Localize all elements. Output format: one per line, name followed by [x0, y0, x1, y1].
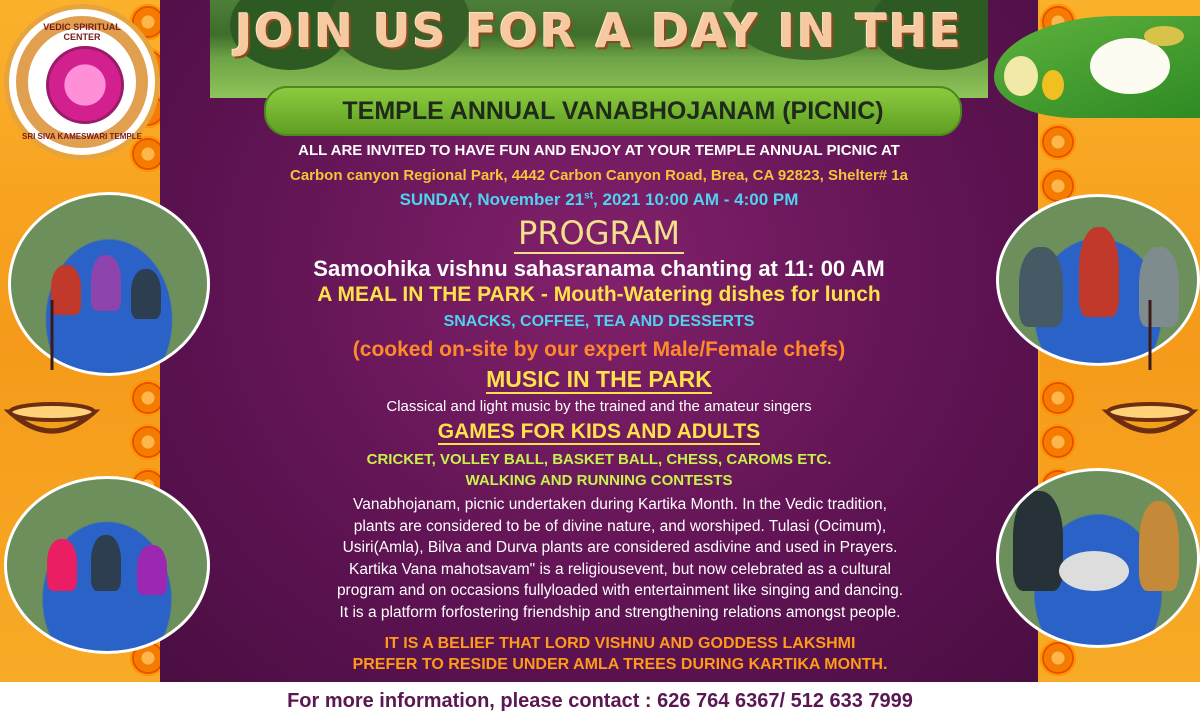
- about-line: It is a platform forfostering friendship and strengthening relations amongst people.: [339, 603, 901, 621]
- about-paragraph: [200, 494, 1040, 623]
- belief-line: PREFER TO RESIDE UNDER AMLA TREES DURING KARTIKA MONTH.: [352, 656, 888, 673]
- meal-line: A MEAL IN THE PARK - Mouth-Watering dishes for lunch: [317, 283, 881, 306]
- belief-line: IT IS A BELIEF THAT LORD VISHNU AND GODDESS LAKSHMI: [384, 635, 856, 652]
- venue-address: Carbon canyon Regional Park, 4442 Carbon Canyon Road, Brea, CA 92823, Shelter# 1a: [290, 167, 908, 184]
- right-oil-lamp-icon: [1100, 300, 1200, 450]
- games-heading-text: GAMES FOR KIDS AND ADULTS: [437, 420, 761, 443]
- snacks-line: SNACKS, COFFEE, TEA AND DESSERTS: [443, 313, 755, 330]
- invite-line: ALL ARE INVITED TO HAVE FUN AND ENJOY AT YOUR TEMPLE ANNUAL PICNIC AT: [298, 142, 900, 159]
- about-line: Vanabhojanam, picnic undertaken during Kartika Month. In the Vedic tradition,: [353, 496, 887, 513]
- about-line: program and on occasions fullyloaded with entertainment like singing and dancing.: [336, 582, 904, 599]
- om-symbol-icon: [46, 46, 124, 124]
- headline: JOIN US FOR A DAY IN THE: [235, 4, 963, 58]
- games-heading: [160, 420, 1038, 444]
- music-description: Classical and light music by the trained and the amateur singers: [386, 398, 812, 415]
- about-line: plants are considered to be of divine nature, and worshiped. Tulasi (Ocimum),: [353, 517, 887, 535]
- date-text: SUNDAY, November 21: [399, 190, 585, 209]
- time-text: , 2021 10:00 AM - 4:00 PM: [593, 190, 799, 209]
- chefs-line: (cooked on-site by our expert Male/Female chefs): [352, 338, 846, 361]
- date-suffix: st: [584, 190, 594, 202]
- chanting-line: Samoohika vishnu sahasranama chanting at 11: 00 AM: [313, 256, 885, 281]
- photo-picnic-group-left-bottom: [4, 476, 210, 654]
- belief-statement: [200, 633, 1040, 675]
- about-line: Usiri(Amla), Bilva and Durva plants are considered asdivine and used in Prayers.: [342, 539, 898, 556]
- event-date-time: [160, 190, 1038, 210]
- games-list: CRICKET, VOLLEY BALL, BASKET BALL, CHESS, CAROMS ETC.: [366, 451, 832, 468]
- contests-line: WALKING AND RUNNING CONTESTS: [465, 472, 733, 489]
- program-heading-text: PROGRAM: [514, 214, 684, 254]
- logo-text-top: VEDIC SPIRITUAL CENTER: [43, 22, 121, 42]
- music-heading-text: MUSIC IN THE PARK: [486, 366, 712, 392]
- contact-footer: For more information, please contact : 626 764 6367/ 512 633 7999: [0, 682, 1200, 720]
- logo-text-bottom: SRI SIVA KAMESWARI TEMPLE: [21, 132, 142, 141]
- program-heading: [160, 214, 1038, 252]
- left-oil-lamp-icon: [2, 300, 102, 450]
- about-line: Kartika Vana mahotsavam" is a religiousevent, but now celebrated as a cultural: [349, 560, 891, 578]
- event-title-pill: TEMPLE ANNUAL VANABHOJANAM (PICNIC): [264, 86, 962, 136]
- music-heading: [160, 366, 1038, 393]
